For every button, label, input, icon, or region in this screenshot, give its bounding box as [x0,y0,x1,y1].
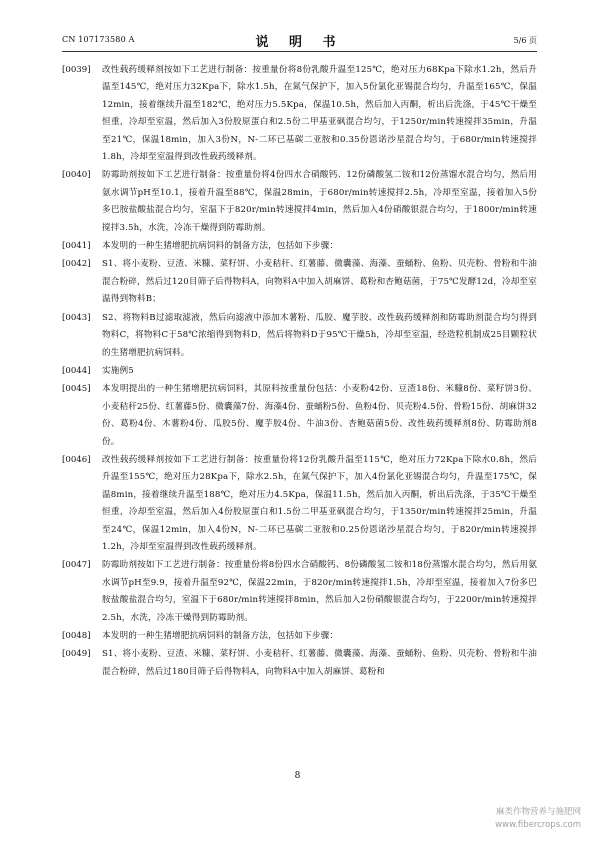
example-heading: 实施例5 [102,365,134,376]
paragraph [62,256,537,308]
watermark-url: www.fibercrops.com [495,820,581,830]
paragraph-text: S1、将小麦粉、豆渣、米糠、菜籽饼、小麦秸秆、红薯藤、微囊藻、海藻、蚕蛹粉、鱼粉、贝壳粉、骨粉和牛油混合粉碎，然后过180目筛子后得物料A，向物料A中加入胡麻饼、葛粉和 [102,649,537,677]
paragraph-number: [0039] [62,65,91,75]
paragraph [62,452,537,556]
patent-number: CN 107173580 A [62,35,135,44]
paragraph-text: 防霉助剂按如下工艺进行制备：按重量份将4份四水合硝酸钙、12份磷酸氢二铵和12份蒸馏水混合均匀，然后用氨水调节pH至10.1，接着升温至88℃，保温28min，于680r/min转速搅拌2.5h，冷却至室温，接着加入5份多巴胺盐酸盐混合均匀，室温下于820r/min转速搅拌4min，然后加入4份硝酸银混合均匀，于1800r/min转速搅拌3.5h，水洗，冷冻干燥得到防霉助剂。 [102,170,537,233]
paragraph [62,238,537,255]
paragraph-number: [0048] [62,631,91,641]
page-indicator: 5/6 页 [513,36,537,45]
paragraph [62,646,537,681]
paragraph-number: [0049] [62,649,91,660]
paragraph-number: [0045] [62,384,91,395]
document-body [62,62,537,682]
paragraph-number: [0040] [62,170,91,181]
paragraph-text: 防霉助剂按如下工艺进行制备：按重量份将8份四水合硝酸钙、8份磷酸氢二铵和18份蒸馏水混合均匀，然后用氨水调节pH至9.9，接着升温至92℃，保温22min，于820r/min转速搅拌1.5h，冷却至室温，接着加入7份多巴胺盐酸盐混合均匀，室温下于680r/min转速搅拌8min，然后加入2份硝酸银混合均匀，于2200r/min转速搅拌2.5h，水洗，冷冻干燥得到防霉助剂。 [102,560,537,623]
paragraph-number: [0044] [62,365,91,376]
paragraph [62,167,537,237]
paragraph-number: [0046] [62,454,91,465]
paragraph [62,381,537,451]
paragraph-number: [0041] [62,241,91,252]
page-number: 8 [294,771,301,781]
paragraph-text: S2、将物料B过滤取滤液，然后向滤液中添加木薯粉、瓜胶、魔芋胶、改性载药缓释剂和防霉助剂混合均匀得到物料C，将物料C于58℃浓缩得到物料D，然后将物料D于95℃干燥5h，冷却至室温，经造粒机制成25目颗粒状的生猪增肥抗病饲料。 [102,312,537,358]
paragraph-number: [0047] [62,560,91,571]
paragraph-text: S1、将小麦粉、豆渣、米糠、菜籽饼、小麦秸秆、红薯藤、微囊藻、海藻、蚕蛹粉、鱼粉、贝壳粉、骨粉和牛油混合粉碎，然后过120目筛子后得物料A，向物料A中加入胡麻饼、葛粉和杏鲍菇菌，于75℃发酵12d，冷却至室温得到物料B； [102,259,537,305]
paragraph-text: 本发明的一种生猪增肥抗病饲料的制备方法，包括如下步骤： [102,631,339,641]
paragraph [62,363,537,380]
paragraph-text: 本发明的一种生猪增肥抗病饲料的制备方法，包括如下步骤： [102,241,339,252]
paragraph [62,62,537,166]
document-title: 说 明 书 [255,35,344,50]
paragraph-number: [0042] [62,259,91,270]
page-header [62,31,537,49]
paragraph-text: 改性载药缓释剂按如下工艺进行制备：按重量份将12份乳酸升温至115℃，绝对压力72Kpa下除水0.8h，然后升温至155℃，绝对压力28Kpa下，除水2.5h，在氮气保护下，加入4份氯化亚锡混合均匀，升温至175℃，保温8min，接着继续升温至188℃，绝对压力4.5Kpa，保温11.5h，然后加入丙酮，析出后洗涤，于35℃干燥至恒重，冷却至室温，然后加入4份胶原蛋白和1.5份二甲基亚砜混合均匀，于1350r/min转速搅拌25min，升温至24℃，保温12min，加入4份N，N-二环已基碳二亚胺和0.25份恩诺沙星混合均匀，于820r/min转速搅拌1.2h，冷却至室温得到改性载药缓释剂。 [102,454,537,552]
paragraph-text: 本发明提出的一种生猪增肥抗病饲料，其原料按重量份包括：小麦粉42份、豆渣18份、米糠8份、菜籽饼3份、小麦秸秆25份、红薯藤5份、微囊藻7份、海藻4份、蚕蛹粉5份、鱼粉4份、贝壳粉4.5份、骨粉15份、胡麻饼32份、葛粉4份、木薯粉4份、瓜胶5份、魔芋胶4份、牛油3份、杏鲍菇菌5份、改性载药缓释剂8份、防霉助剂8份。 [102,384,537,447]
paragraph [62,310,537,362]
paragraph-text: 改性载药缓释剂按如下工艺进行制备：按重量份将8份乳酸升温至125℃，绝对压力68Kpa下除水1.2h，然后升温至145℃，绝对压力32Kpa下，除水1.5h，在氮气保护下，加入5份氯化亚锡混合均匀，升温至165℃，保温12min，接着继续升温至182℃，绝对压力5.5Kpa，保温10.5h，然后加入丙酮，析出后洗涤，于45℃干燥至恒重，冷却至室温，然后加入3份胶原蛋白和2.5份二甲基亚砜混合均匀，于1250r/min转速搅拌35min，升温至21℃，保温18min，加入3份N，N-二环已基碳二亚胺和0.35份恩诺沙星混合均匀，于680r/min转速搅拌1.8h，冷却至室温得到改性载药缓释剂。 [102,65,537,163]
paragraph-number: [0043] [62,312,91,323]
paragraph [62,557,537,627]
watermark-text: 麻类作物营养与施肥网 [495,807,581,817]
header-divider [62,51,537,52]
paragraph [62,628,537,645]
